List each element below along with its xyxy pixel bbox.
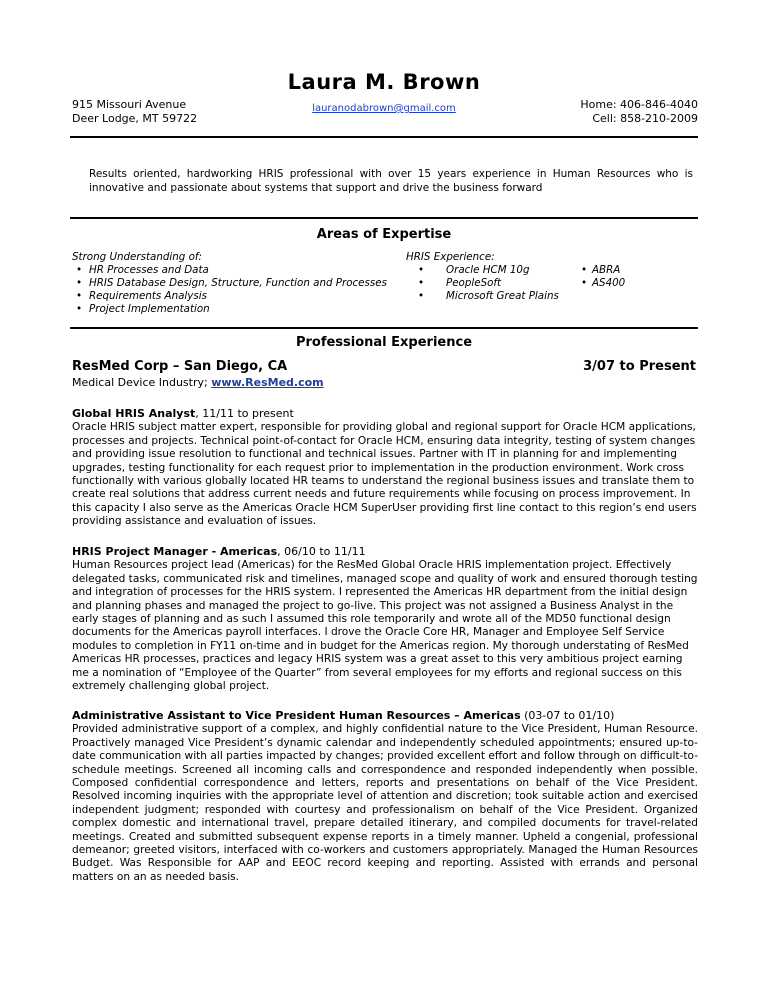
industry-line <box>72 376 324 389</box>
bullet-icon: • <box>581 277 588 289</box>
hris-experience-column <box>406 251 576 303</box>
job-period: , 06/10 to 11/11 <box>277 545 366 558</box>
expertise-divider <box>70 327 698 329</box>
list-item: • ABRA <box>581 264 621 276</box>
list-item: • Requirements Analysis <box>76 290 207 302</box>
summary-paragraph: Results oriented, hardworking HRIS professional with over 15 years experience in Human Resources who is innovative and passionate about systems that support and drive the business forward <box>89 168 693 194</box>
bullet-icon: • <box>76 303 83 315</box>
job-entry <box>72 407 698 529</box>
bullet-icon: • <box>76 277 83 289</box>
list-item: • HRIS Database Design, Structure, Function and Processes <box>76 277 387 289</box>
header-divider <box>70 136 698 138</box>
address-line-1: 915 Missouri Avenue <box>72 98 187 111</box>
home-phone: Home: 406-846-4040 <box>580 98 698 111</box>
job-title: Global HRIS Analyst <box>72 407 196 420</box>
email-link[interactable]: lauranodabrown@gmail.com <box>312 103 456 114</box>
hris-extra-list <box>578 264 688 290</box>
list-item: • Oracle HCM 10g <box>418 264 530 276</box>
list-item: • AS400 <box>581 277 626 289</box>
job-period: , 11/11 to present <box>195 407 294 420</box>
bullet-icon: • <box>418 277 425 289</box>
expertise-left-column <box>72 251 402 316</box>
job-description: Oracle HRIS subject matter expert, responsible for providing global and regional support for Oracle HCM applications, processes and projects. Technical point-of-contact for Oracle HCM, ensuring data integrity, testing of system changes and providing issue resolution to functional and technical issues. Partner with IT in planning for and implementing upgrades, testing functionality for each request prior to implementation in the production environment. Work cross functionally with various globally located HR teams to understand the regional business issues and translate them to create real solutions that address current needs and future requirements while focusing on process improvement. In this capacity I also serve as the Americas Oracle HCM SuperUser providing first line contact to this region’s end users providing assistance and evaluation of issues. <box>72 421 697 528</box>
bullet-icon: • <box>76 290 83 302</box>
job-entry <box>72 709 698 884</box>
job-description: Provided administrative support of a complex, and highly confidential nature to the Vice President, Human Resource. Proactively managed Vice President’s dynamic calendar and independently scheduled appointments; ensured up-to-date communication with all parties impacted by changes; provided excellent effort and follow through on difficult-to-schedule meetings. Screened all incoming calls and correspondence and responded independently when possible. Composed confidential correspondence and letters, reports and presentations on behalf of the Vice President. Resolved incoming inquiries with the appropriate level of attention and discretion; took suitable action and exercised independent judgment; responded with courtesy and professionalism on behalf of the Vice President. Organized complex domestic and international travel, prepare detailed itinerary, and compiled documents for travel-related meetings. Created and submitted subsequent expense reports in a timely manner. Upheld a congenial, professional demeanor; greeted visitors, interfaced with co-workers and customers appropriately. Managed the Human Resources Budget. Was Responsible for AAP and EEOC record keeping and reporting. Assisted with errands and personal matters on an as needed basis. <box>72 723 699 883</box>
bullet-icon: • <box>76 264 83 276</box>
bullet-icon: • <box>418 264 425 276</box>
list-item: • Microsoft Great Plains <box>418 290 559 302</box>
candidate-name: Laura M. Brown <box>287 70 481 94</box>
phone-block <box>580 98 698 126</box>
hris-experience-heading: HRIS Experience: <box>406 251 495 263</box>
expertise-heading: Areas of Expertise <box>316 227 452 242</box>
expertise-list <box>72 264 402 316</box>
job-entry <box>72 545 698 693</box>
experience-heading: Professional Experience <box>295 335 473 350</box>
list-item: • HR Processes and Data <box>76 264 209 276</box>
list-item: • PeopleSoft <box>418 277 502 289</box>
cell-phone: Cell: 858-210-2009 <box>592 112 698 125</box>
bullet-icon: • <box>418 290 425 302</box>
job-description: Human Resources project lead (Americas) for the ResMed Global Oracle HRIS implementation project. Effectively delegated tasks, communicated risk and timelines, managed scope and quality of work and ensured thorough testing and integration of processes for the HRIS system. I represented the Americas HR department from the initial design and planning phases and managed the project to go-live. This project was not assigned a Business Analyst in the early stages of planning and as such I assumed this role temporarily and wrote all of the MD50 functional design documents for the Americas payroll interfaces. I drove the Oracle Core HR, Manager and Employee Self Service modules to completion in FY11 on-time and in budget for the Americas region. My thorough understating of ResMed Americas HR processes, practices and legacy HRIS system was a great asset to this very ambitious project earning me a nomination of “Employee of the Quarter” from several employees for my efforts and regional success on this extremely challenging global project. <box>72 559 698 693</box>
job-period: (03-07 to 01/10) <box>520 709 615 722</box>
company-name: ResMed Corp – San Diego, CA <box>72 359 288 374</box>
job-title: HRIS Project Manager - Americas <box>72 545 278 558</box>
job-title: Administrative Assistant to Vice President Human Resources – Americas <box>72 709 521 722</box>
summary-divider <box>70 217 698 219</box>
address-line-2: Deer Lodge, MT 59722 <box>72 112 198 125</box>
list-item: • Project Implementation <box>76 303 210 315</box>
bullet-icon: • <box>581 264 588 276</box>
company-website-link[interactable]: www.ResMed.com <box>211 376 324 389</box>
industry-label: Medical Device Industry; <box>72 376 212 389</box>
expertise-left-heading: Strong Understanding of: <box>72 251 202 263</box>
employment-dates: 3/07 to Present <box>583 359 696 374</box>
hris-extra-column <box>578 264 688 290</box>
